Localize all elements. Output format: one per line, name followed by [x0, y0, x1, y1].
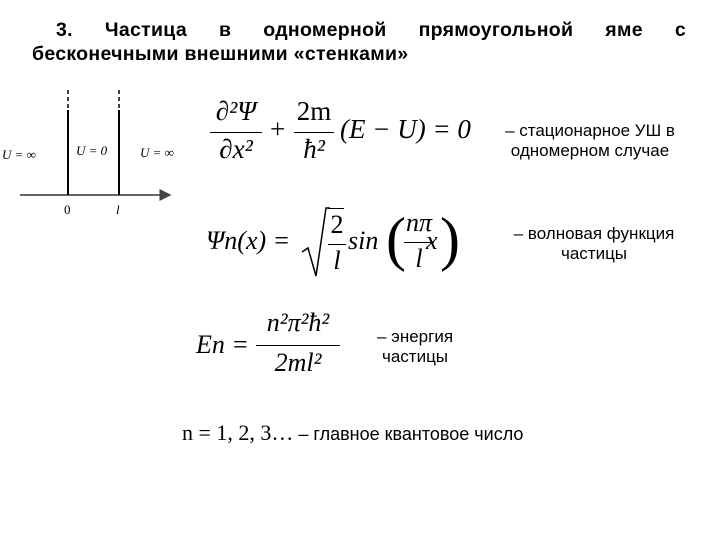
energy-equation: [196, 308, 366, 384]
dx2: ∂x²: [219, 134, 253, 164]
sqrt-bar: [328, 208, 344, 209]
hbar2: ħ²: [303, 134, 325, 164]
e-n: En =: [196, 330, 249, 359]
wavefunction-note-line-2: частицы: [560, 244, 628, 263]
arg-den: l: [415, 244, 423, 273]
energy-note-line-1: – энергия: [376, 327, 454, 346]
wavefunction-note: [488, 224, 700, 264]
schrodinger-note: [484, 121, 696, 161]
e-minus-u: (E − U) = 0: [340, 114, 471, 144]
title-line-2: бесконечными внешними «стенками»: [32, 43, 409, 65]
arg-var: x: [426, 226, 438, 255]
slide-title: [32, 18, 686, 66]
quantum-number-text: – главное квантовое число: [293, 424, 524, 444]
close-paren: ): [440, 206, 460, 272]
fraction-bar: [210, 132, 262, 133]
title-line-1: 3. Частица в одномерной прямоугольной яме с: [56, 19, 686, 41]
psi-n: Ψn(x) =: [206, 226, 291, 255]
sqrt-frac-bar: [328, 244, 346, 245]
two-m: 2m: [296, 96, 332, 126]
d2psi: ∂²Ψ: [215, 96, 257, 126]
sqrt-num: 2: [330, 210, 344, 239]
quantum-number-line: [182, 420, 523, 446]
energy-den: 2ml²: [274, 348, 322, 377]
label-u-left: U = ∞: [2, 147, 36, 162]
fraction-bar-2: [294, 132, 334, 133]
schrodinger-equation: [208, 96, 471, 176]
quantum-number-formula: n = 1, 2, 3…: [182, 420, 294, 445]
wavefunction-equation: [206, 206, 460, 280]
arg-num: nπ: [405, 208, 433, 237]
label-x-origin: 0: [64, 202, 71, 217]
energy-note-line-2: частицы: [381, 347, 449, 366]
sin: sin: [348, 226, 379, 255]
schrodinger-note-line-2: одномерном случае: [510, 141, 670, 160]
wavefunction-note-line-1: – волновая функция: [513, 224, 675, 243]
plus-sign: +: [270, 114, 286, 144]
label-x-l: l: [116, 202, 120, 217]
schrodinger-note-line-1: – стационарное УШ в: [505, 121, 675, 140]
sqrt-den: l: [333, 246, 341, 275]
label-u-middle: U = 0: [76, 143, 108, 158]
energy-num: n²π²ħ²: [266, 308, 330, 337]
energy-note: [360, 327, 470, 367]
label-u-right: U = ∞: [140, 145, 174, 160]
potential-well-diagram: [0, 84, 200, 224]
open-paren: (: [386, 206, 406, 272]
energy-frac-bar: [256, 345, 340, 346]
